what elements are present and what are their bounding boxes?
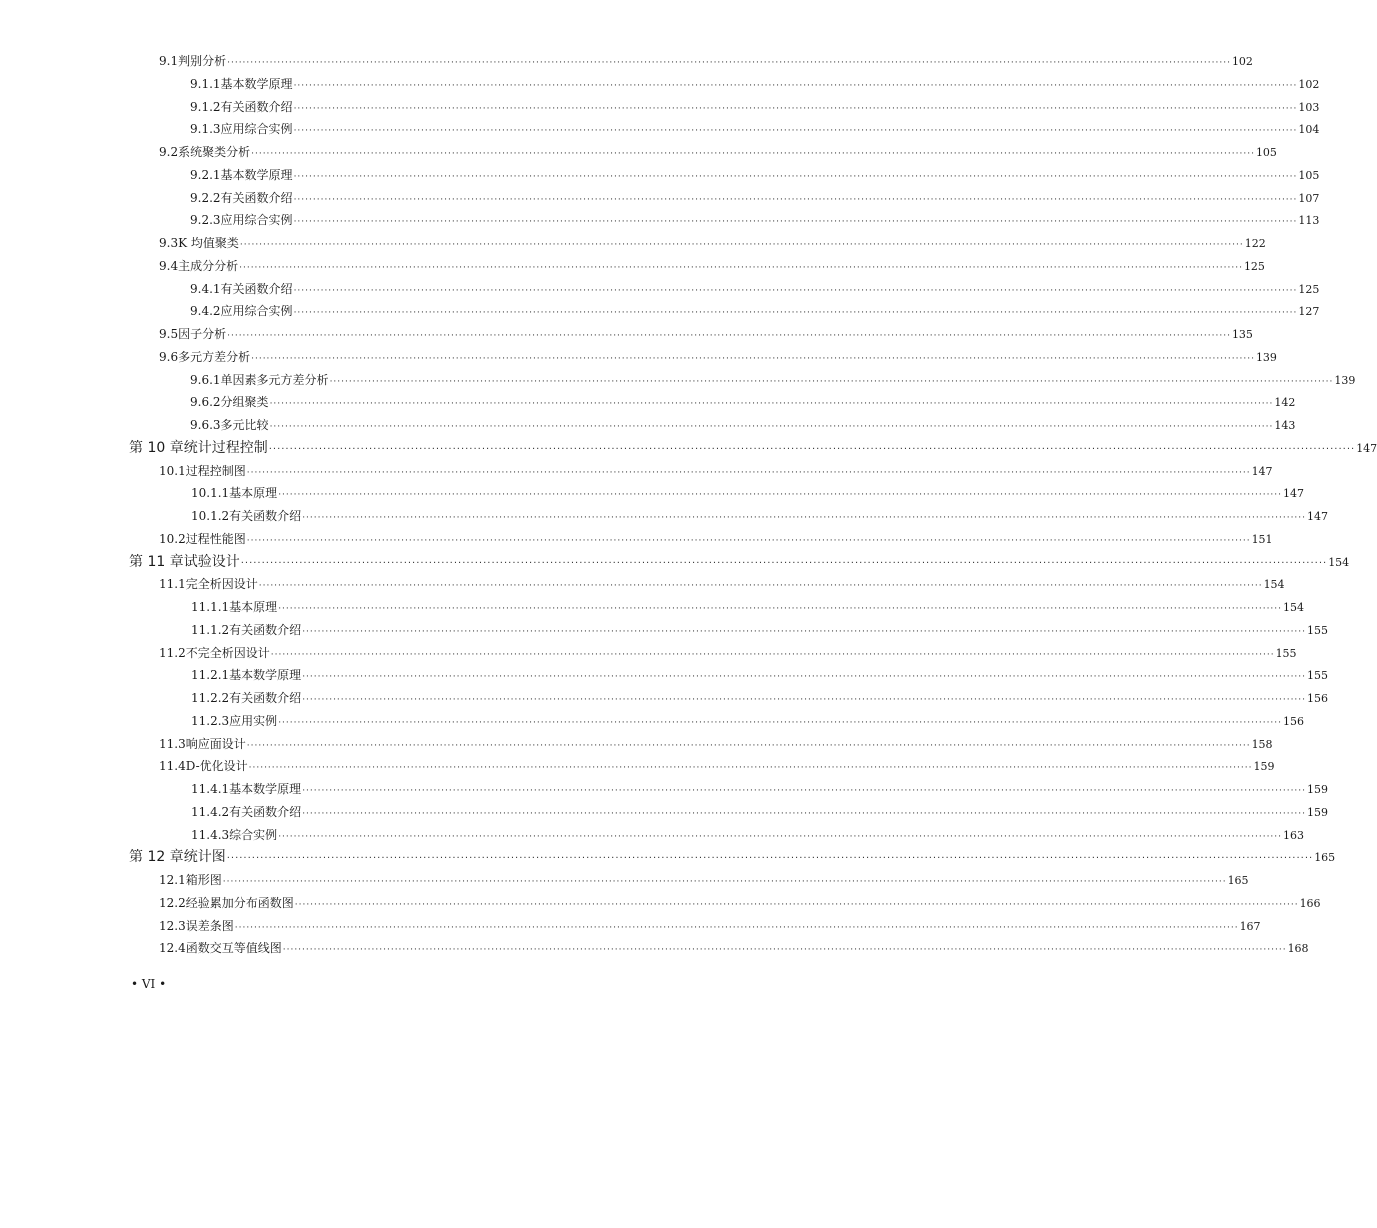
dot-leader: ···································································································································································································································································· [278, 717, 1283, 728]
toc-entry [191, 779, 1329, 799]
toc-entry-number: 9.1.2 [190, 99, 221, 114]
toc-entry-number: 12.2 [159, 895, 186, 910]
page-number-footer: • VI • [131, 977, 167, 991]
toc-entry-page: 155 [1307, 623, 1329, 637]
toc-entry-page: 143 [1274, 419, 1296, 432]
toc-entry [191, 802, 1329, 822]
toc-entry-number: 第 10 章 [129, 439, 184, 456]
toc-entry [190, 301, 1320, 321]
toc-entry-title: 应用实例 [229, 713, 278, 728]
toc-entry-title: 综合实例 [229, 827, 278, 842]
toc-entry-page: 139 [1334, 373, 1356, 387]
toc-entry-number: 9.3 [159, 236, 179, 250]
toc-entry [159, 461, 1273, 481]
toc-entry-title: 应用综合实例 [220, 213, 293, 228]
toc-entry-title: 多元比较 [220, 418, 269, 432]
dot-leader: ···································································································································································································································································· [302, 626, 1307, 637]
dot-leader: ···································································································································································································································································· [293, 194, 1298, 205]
toc-entry-number: 9.4 [159, 258, 179, 273]
toc-entry-number: 第 11 章 [129, 553, 184, 570]
toc-entry-title: 箱形图 [185, 873, 222, 887]
toc-entry-page: 142 [1274, 396, 1296, 410]
toc-entry-title: 有关函数介绍 [220, 99, 293, 114]
dot-leader: ···································································································································································································································································· [293, 80, 1298, 91]
toc-entry-title: 有关函数介绍 [229, 804, 302, 819]
toc-entry-page: 155 [1275, 646, 1297, 660]
dot-leader: ···································································································································································································································································· [293, 103, 1298, 114]
toc-entry [191, 825, 1305, 845]
dot-leader: ···································································································································································································································································· [293, 171, 1298, 182]
toc-entry [190, 165, 1320, 185]
toc-entry-number: 11.1 [159, 577, 186, 592]
toc-entry-number: 9.2.3 [190, 213, 221, 228]
toc-entry-page: 166 [1299, 896, 1321, 910]
toc-chapter-entry [129, 847, 1336, 867]
toc-entry-page: 154 [1263, 578, 1285, 592]
toc-entry-number: 11.2 [159, 645, 186, 660]
dot-leader: ···································································································································································································································································· [270, 649, 1275, 660]
toc-entry [159, 256, 1265, 276]
toc-entry-number: 9.5 [159, 327, 179, 341]
toc-entry-title: 系统聚类分析 [178, 145, 251, 159]
dot-leader: ···································································································································································································································································· [251, 149, 1255, 159]
toc-entry [191, 711, 1305, 731]
toc-entry-page: 159 [1307, 783, 1329, 796]
toc-entry-title: 经验累加分布函数图 [185, 895, 294, 910]
dot-leader: ···································································································································································································································································· [282, 945, 1287, 956]
toc-entry [190, 392, 1296, 412]
dot-leader: ···································································································································································································································································· [222, 877, 1227, 887]
toc-entry-number: 11.2.1 [191, 668, 230, 683]
toc-entry-page: 147 [1283, 487, 1305, 501]
toc-entry-title: 应用综合实例 [220, 304, 293, 319]
toc-entry-page: 107 [1298, 191, 1320, 205]
toc-entry-number: 9.4.2 [190, 304, 221, 319]
dot-leader: ···································································································································································································································································· [302, 513, 1307, 523]
toc-entry-title: 响应面设计 [185, 736, 246, 751]
toc-entry-title: 基本数学原理 [220, 76, 293, 91]
toc-entry [159, 756, 1275, 776]
toc-entry-number: 11.1.2 [191, 622, 230, 637]
toc-entry-page: 165 [1314, 851, 1336, 865]
toc-entry-number: 9.2 [159, 145, 179, 159]
toc-entry-title: 完全析因设计 [185, 577, 258, 592]
toc-entry-title: 基本数学原理 [220, 167, 293, 182]
dot-leader: ···································································································································································································································································· [251, 353, 1255, 364]
toc-entry-title: 基本原理 [229, 600, 278, 614]
dot-leader: ···································································································································································································································································· [302, 695, 1307, 705]
toc-chapter-entry [129, 552, 1350, 572]
toc-entry-title: 有关函数介绍 [229, 509, 302, 523]
toc-entry-page: 154 [1283, 601, 1305, 614]
toc-entry-page: 105 [1298, 168, 1320, 182]
toc-entry [190, 188, 1320, 208]
toc-entry-number: 12.4 [159, 941, 186, 956]
toc-entry-number: 11.4 [159, 759, 186, 774]
dot-leader: ···································································································································································································································································· [293, 285, 1298, 296]
toc-entry-title: 判别分析 [178, 54, 227, 68]
toc-entry-page: 159 [1307, 805, 1329, 819]
toc-entry-title: D-优化设计 [185, 759, 248, 774]
dot-leader: ···································································································································································································································································· [234, 922, 1239, 933]
toc-entry-page: 102 [1298, 77, 1320, 91]
dot-leader: ···································································································································································································································································· [258, 581, 1263, 592]
toc-entry [191, 597, 1305, 617]
dot-leader: ···································································································································································································································································· [227, 58, 1231, 68]
toc-entry-number: 9.1 [159, 54, 179, 68]
dot-leader: ···································································································································································································································································· [302, 786, 1307, 796]
toc-entry-number: 9.6 [159, 349, 179, 364]
toc-entry-number: 10.1.2 [191, 509, 230, 523]
toc-entry [191, 665, 1329, 685]
dot-leader: ···································································································································································································································································· [226, 853, 1314, 865]
toc-entry-title: 有关函数介绍 [229, 691, 302, 705]
toc-entry-page: 167 [1239, 919, 1261, 933]
toc-entry-page: 147 [1307, 510, 1329, 523]
toc-entry-page: 163 [1283, 828, 1305, 842]
toc-entry [159, 142, 1277, 162]
toc-entry-title: 试验设计 [183, 553, 240, 570]
dot-leader: ···································································································································································································································································· [239, 262, 1243, 273]
dot-leader: ···································································································································································································································································· [302, 808, 1307, 819]
toc-entry-number: 11.1.1 [191, 600, 230, 614]
dot-leader: ···································································································································································································································································· [329, 376, 1334, 387]
toc-entry-number: 10.2 [159, 531, 186, 546]
dot-leader: ···································································································································································································································································· [246, 467, 1251, 478]
toc-entry [159, 643, 1297, 663]
toc-entry [159, 916, 1261, 936]
toc-entry-page: 165 [1227, 874, 1249, 887]
toc-entry-title: 函数交互等值线图 [185, 941, 282, 956]
toc-entry-page: 125 [1243, 259, 1265, 273]
toc-entry [190, 74, 1320, 94]
toc-entry-page: 159 [1253, 760, 1275, 774]
toc-entry-title: 单因素多元方差分析 [220, 372, 329, 387]
dot-leader: ···································································································································································································································································· [294, 899, 1299, 910]
toc-entry-number: 11.3 [159, 736, 186, 751]
toc-entry-title: 误差条图 [185, 918, 234, 933]
toc-entry-page: 158 [1251, 737, 1273, 751]
toc-entry [159, 938, 1309, 958]
toc-entry-page: 139 [1255, 350, 1277, 364]
toc-entry-number: 10.1 [159, 463, 186, 478]
toc-entry-title: 基本数学原理 [229, 782, 302, 796]
toc-entry-title: 基本原理 [229, 486, 278, 501]
toc-entry [191, 506, 1329, 526]
toc-entry [190, 210, 1320, 230]
toc-entry-page: 168 [1287, 942, 1309, 956]
toc-entry-title: 有关函数介绍 [220, 281, 293, 296]
dot-leader: ···································································································································································································································································· [240, 557, 1328, 569]
toc-entry-page: 102 [1231, 55, 1253, 68]
toc-entry [190, 370, 1356, 390]
dot-leader: ···································································································································································································································································· [227, 331, 1231, 341]
dot-leader: ···································································································································································································································································· [248, 763, 1253, 774]
toc-entry-number: 11.4.2 [191, 804, 230, 819]
toc-entry-title: 过程性能图 [185, 531, 246, 546]
toc-entry [190, 97, 1320, 117]
toc-entry-number: 9.2.1 [190, 167, 221, 182]
toc-entry-title: 有关函数介绍 [220, 190, 293, 205]
dot-leader: ···································································································································································································································································· [246, 535, 1251, 546]
toc-entry [159, 324, 1253, 344]
dot-leader: ···································································································································································································································································· [269, 422, 1274, 432]
toc-entry-page: 113 [1298, 214, 1320, 228]
dot-leader: ···································································································································································································································································· [268, 443, 1356, 455]
dot-leader: ···································································································································································································································································· [269, 399, 1274, 410]
toc-entry-title: 应用综合实例 [220, 122, 293, 137]
dot-leader: ···································································································································································································································································· [278, 490, 1283, 501]
toc-entry-page: 151 [1251, 532, 1273, 546]
dot-leader: ···································································································································································································································································· [246, 740, 1251, 751]
toc-entry-page: 105 [1255, 146, 1277, 159]
toc-entry-page: 147 [1251, 464, 1273, 478]
toc-entry-title: 有关函数介绍 [229, 622, 302, 637]
toc-entry-title: 基本数学原理 [229, 668, 302, 683]
toc-entry-title: K 均值聚类 [178, 236, 239, 250]
toc-entry-number: 9.1.3 [190, 122, 221, 137]
toc-entry [159, 51, 1253, 71]
toc-entry-page: 147 [1356, 441, 1377, 455]
toc-entry [191, 688, 1329, 708]
toc-entry-page: 103 [1298, 100, 1320, 114]
toc-entry-number: 9.1.1 [190, 76, 221, 91]
toc-entry-page: 127 [1298, 305, 1320, 319]
toc-entry-page: 104 [1298, 123, 1320, 137]
toc-entry-title: 因子分析 [178, 327, 227, 341]
toc-entry-number: 11.4.3 [191, 827, 230, 842]
toc-entry-title: 多元方差分析 [178, 349, 251, 364]
toc-entry-title: 统计图 [183, 849, 226, 866]
toc-entry-number: 11.2.2 [191, 691, 230, 705]
toc-entry-number: 9.6.2 [190, 395, 221, 410]
toc-entry-number: 10.1.1 [191, 486, 230, 501]
toc-entry [159, 347, 1277, 367]
toc-chapter-entry [129, 438, 1377, 458]
toc-entry-page: 125 [1298, 282, 1320, 296]
toc-entry-number: 9.2.2 [190, 190, 221, 205]
toc-entry-number: 12.1 [159, 873, 186, 887]
dot-leader: ···································································································································································································································································· [302, 672, 1307, 683]
toc-entry [159, 233, 1266, 253]
toc-entry [159, 870, 1249, 890]
toc-entry-number: 9.6.1 [190, 372, 221, 387]
toc-entry-number: 12.3 [159, 918, 186, 933]
toc-entry [159, 734, 1273, 754]
toc-entry-page: 155 [1307, 669, 1329, 683]
toc-entry [190, 279, 1320, 299]
dot-leader: ···································································································································································································································································· [293, 217, 1298, 228]
dot-leader: ···································································································································································································································································· [293, 308, 1298, 319]
toc-entry [191, 483, 1305, 503]
toc-entry-page: 135 [1231, 328, 1253, 341]
toc-entry-title: 不完全析因设计 [185, 645, 270, 660]
toc-entry-page: 156 [1283, 714, 1305, 728]
dot-leader: ···································································································································································································································································· [239, 240, 1244, 250]
toc-entry [159, 529, 1273, 549]
toc-entry-number: 11.2.3 [191, 713, 230, 728]
toc-entry [191, 620, 1329, 640]
toc-entry-number: 第 12 章 [129, 849, 184, 866]
toc-entry-title: 主成分分析 [178, 258, 239, 273]
toc-entry-number: 9.4.1 [190, 281, 221, 296]
dot-leader: ···································································································································································································································································· [293, 126, 1298, 137]
toc-entry-title: 统计过程控制 [183, 439, 268, 456]
toc-entry-number: 9.6.3 [190, 418, 221, 432]
toc-entry-page: 122 [1244, 237, 1266, 250]
dot-leader: ···································································································································································································································································· [278, 831, 1283, 842]
dot-leader: ···································································································································································································································································· [278, 604, 1283, 614]
toc-entry-page: 156 [1307, 692, 1329, 705]
toc-entry-title: 分组聚类 [220, 395, 269, 410]
toc-entry [159, 893, 1321, 913]
toc-entry [159, 574, 1285, 594]
toc-entry-title: 过程控制图 [185, 463, 246, 478]
toc-entry-number: 11.4.1 [191, 782, 230, 796]
toc-entry-page: 154 [1328, 555, 1350, 569]
toc-entry [190, 415, 1296, 435]
toc-entry [190, 119, 1320, 139]
